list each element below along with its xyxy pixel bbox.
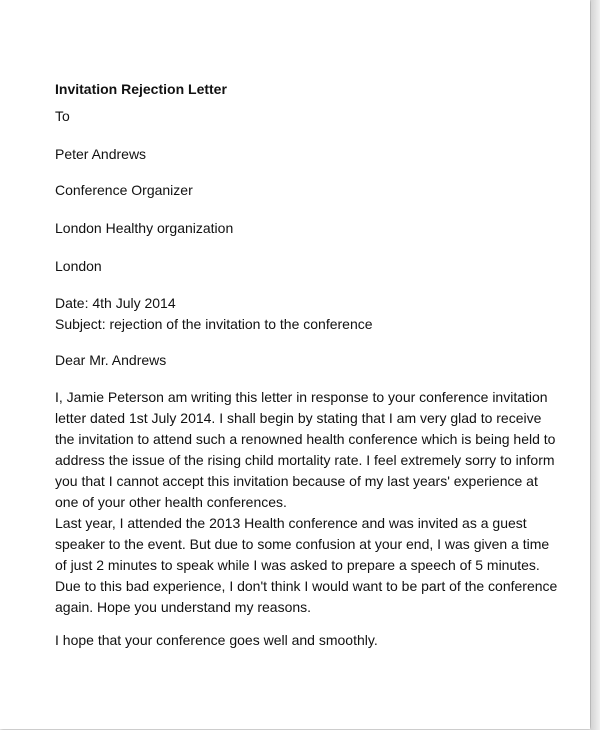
to-label: To [55,108,70,124]
recipient-title: Conference Organizer [55,182,193,198]
closing-line: I hope that your conference goes well and smoothly. [55,632,378,648]
body-line: Last year, I attended the 2013 Health conference and was invited as a guest [55,515,527,531]
body-line: Due to this bad experience, I don't think I would want to be part of the conference [55,578,558,594]
salutation: Dear Mr. Andrews [55,352,167,368]
page-edge-shadow [591,0,600,730]
letter-date: Date: 4th July 2014 [55,295,176,311]
recipient-city: London [55,258,102,274]
body-line: letter dated 1st July 2014. I shall begin by stating that I am very glad to receive [55,410,542,426]
body-line: again. Hope you understand my reasons. [55,599,312,615]
recipient-organization: London Healthy organization [55,220,234,236]
letter-subject: Subject: rejection of the invitation to the conference [55,316,373,332]
body-line: you that I cannot accept this invitation because of my last years' experience at [55,473,538,489]
body-line: address the issue of the rising child mortality rate. I feel extremely sorry to inform [55,452,555,468]
recipient-name: Peter Andrews [55,146,147,162]
body-line: one of your other health conferences. [55,494,287,510]
body-line: speaker to the event. But due to some confusion at your end, I was given a time [55,536,550,552]
body-line: the invitation to attend such a renowned health conference which is being held to [55,431,556,447]
body-line: I, Jamie Peterson am writing this letter in response to your conference invitation [55,389,548,405]
body-line: of just 2 minutes to speak while I was asked to prepare a speech of 5 minutes. [55,557,540,573]
letter-title: Invitation Rejection Letter [55,81,227,97]
